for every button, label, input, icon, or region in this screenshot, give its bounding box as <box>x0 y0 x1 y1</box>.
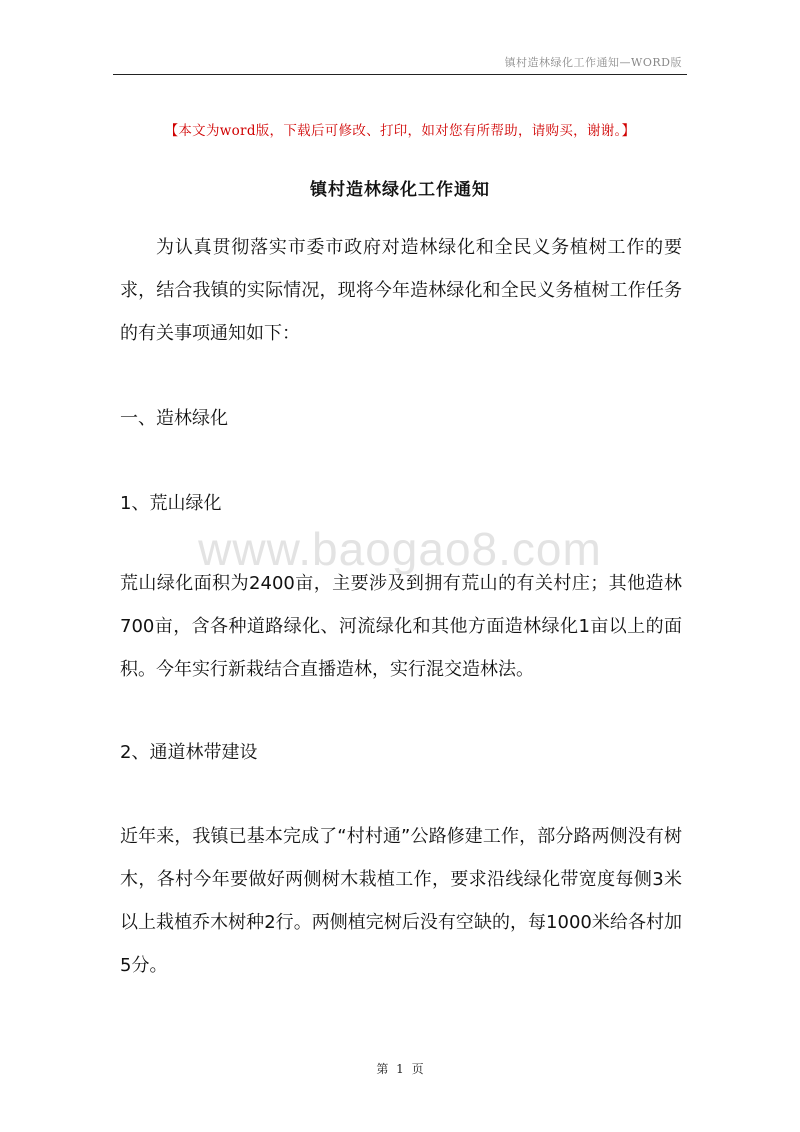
subheading-road-forest-belt: 2、通道林带建设 <box>120 742 258 763</box>
purchase-notice: 【本文为word版，下载后可修改、打印，如对您有所帮助，请购买，谢谢。】 <box>164 123 636 139</box>
page-number: 第 1 页 <box>376 1062 424 1076</box>
document-title: 镇村造林绿化工作通知 <box>310 180 490 200</box>
header-divider <box>113 74 687 75</box>
watermark: www.baogao8.com <box>198 523 602 575</box>
subheading-barren-hills: 1、荒山绿化 <box>120 493 222 514</box>
barren-hills-paragraph: 荒山绿化面积为2400亩，主要涉及到拥有荒山的有关村庄；其他造林700亩，含各种道路绿化、河流绿化和其他方面造林绿化1亩以上的面积。今年实行新栽结合直播造林，实行混交造林法。 <box>120 573 682 680</box>
road-forest-belt-paragraph: 近年来，我镇已基本完成了“村村通”公路修建工作，部分路两侧没有树木，各村今年要做好两侧树木栽植工作，要求沿线绿化带宽度每侧3米以上栽植乔木树种2行。两侧植完树后没有空缺的，每1000米给各村加5分。 <box>120 826 682 976</box>
section-heading-afforestation: 一、造林绿化 <box>120 408 228 429</box>
intro-paragraph: 为认真贯彻落实市委市政府对造林绿化和全民义务植树工作的要求，结合我镇的实际情况，现将今年造林绿化和全民义务植树工作任务的有关事项通知如下： <box>120 237 682 344</box>
running-header: 镇村造林绿化工作通知—WORD版 <box>504 56 682 69</box>
